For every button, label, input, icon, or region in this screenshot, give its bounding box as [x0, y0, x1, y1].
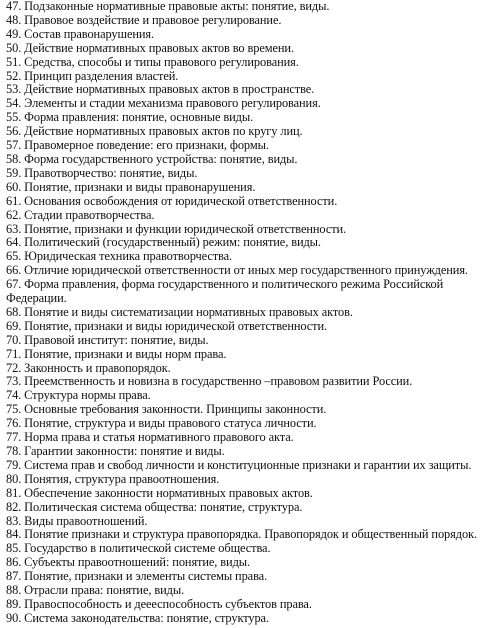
- list-item: 80. Понятия, структура правоотношения.: [6, 471, 220, 486]
- list-item: 88. Отрасли права: понятие, виды.: [6, 583, 185, 598]
- list-item: 63. Понятие, признаки и функции юридической ответственности.: [6, 221, 347, 236]
- list-item: 82. Политическая система общества: понятие, структура.: [6, 499, 303, 514]
- list-item: 50. Действие нормативных правовых актов во времени.: [6, 40, 294, 55]
- list-item: 89. Правоспособность и деееспособность субъектов права.: [6, 596, 312, 611]
- list-item: 86. Субъекты правоотношений: понятие, виды.: [6, 555, 251, 570]
- list-item: 56. Действие нормативных правовых актов по кругу лиц.: [6, 124, 303, 139]
- list-item: 60. Понятие, признаки и виды правонарушения.: [6, 179, 256, 194]
- document-page: [6, 0, 498, 626]
- list-item: 69. Понятие, признаки и виды юридической ответственности.: [6, 318, 328, 333]
- list-item: 48. Правовое воздействие и правовое регулирование.: [6, 12, 282, 27]
- list-item: 54. Элементы и стадии механизма правового регулирования.: [6, 96, 321, 111]
- list-item: 57. Правомерное поведение: его признаки, формы.: [6, 138, 269, 153]
- list-item: 68. Понятие и виды систематизации нормативных правовых актов.: [6, 304, 353, 319]
- list-item: 70. Правовой институт: понятие, виды.: [6, 332, 209, 347]
- list-item: 74. Структура нормы права.: [6, 388, 151, 403]
- list-item: 61. Основания освобождения от юридической ответственности.: [6, 193, 338, 208]
- list-item: 77. Норма права и статья нормативного правового акта.: [6, 430, 294, 445]
- list-item: 52. Принцип разделения властей.: [6, 68, 179, 83]
- list-item: 75. Основные требования законности. Принципы законности.: [6, 402, 327, 417]
- list-item: 59. Правотворчество: понятие, виды.: [6, 165, 198, 180]
- list-item: 72. Законность и правопорядок.: [6, 360, 171, 375]
- list-item: 73. Преемственность и новизна в государственно –правовом развитии России.: [6, 374, 413, 389]
- list-item: 81. Обеспечение законности нормативных правовых актов.: [6, 485, 313, 500]
- list-item: 78. Гарантии законности: понятие и виды.: [6, 444, 225, 458]
- list-item: 84. Понятие признаки и структура правопорядка. Правопорядок и общественный порядок.: [6, 527, 477, 542]
- list-item: 85. Государство в политической системе общества.: [6, 541, 271, 556]
- list-item: 66. Отличие юридической ответственности от иных мер государственного принуждения.: [6, 263, 468, 278]
- list-item: 71. Понятие, признаки и виды норм права.: [6, 346, 227, 361]
- list-item: 83. Виды правоотношений.: [6, 513, 148, 528]
- list-item: 58. Форма государственного устройства: понятие, виды.: [6, 151, 298, 166]
- list-item: 64. Политический (государственный) режим: понятие, виды.: [6, 235, 321, 250]
- list-item: 62. Стадии правотворчества.: [6, 207, 155, 222]
- list-item: 53. Действие нормативных правовых актов в пространстве.: [6, 82, 315, 97]
- list-item: 90. Система законодательства: понятие, структура.: [6, 610, 269, 625]
- list-item: 67. Форма правления, форма государственного и политического режима Российской Федерации.: [6, 277, 444, 306]
- list-item: 49. Состав правонарушения.: [6, 26, 155, 41]
- list-item: 76. Понятие, структура и виды правового статуса личности.: [6, 416, 317, 431]
- list-item: 55. Форма правления: понятие, основные виды.: [6, 110, 254, 125]
- list-item: 51. Средства, способы и типы правового регулирования.: [6, 54, 299, 69]
- list-item: 65. Юридическая техника правотворчества.: [6, 249, 233, 264]
- list-item: 79. Система прав и свобод личности и конституционные признаки и гарантии их защиты.: [6, 457, 472, 472]
- list-item: 47. Подзаконные нормативные правовые акты: понятие, виды.: [6, 0, 330, 13]
- list-item: 87. Понятие, признаки и элементы системы права.: [6, 569, 268, 584]
